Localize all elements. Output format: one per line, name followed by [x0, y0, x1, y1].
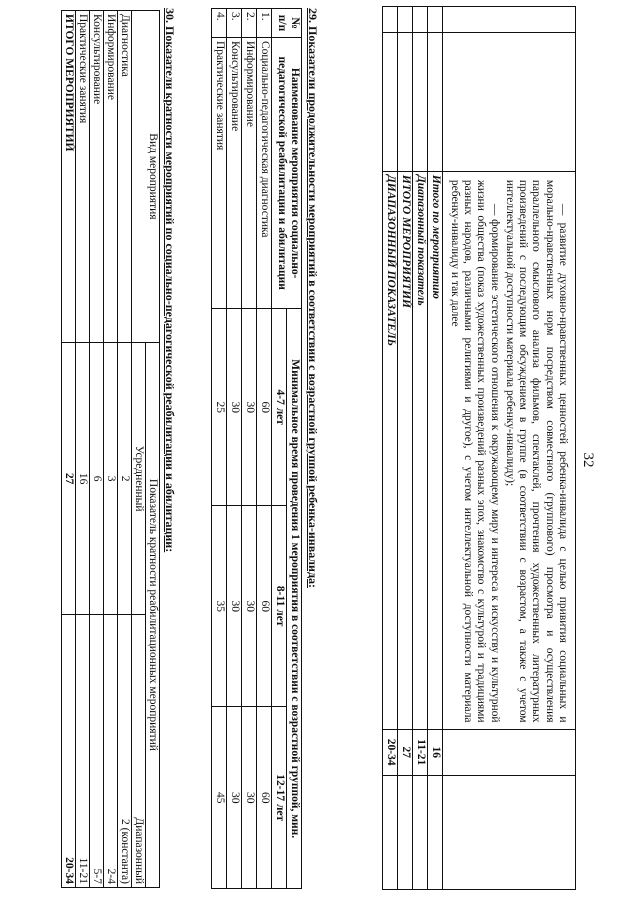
summary-label: Диапазонный показатель	[413, 171, 428, 729]
row-value: 60	[257, 707, 272, 889]
row-value: 30	[242, 505, 257, 706]
row-value: 30	[227, 707, 242, 889]
row-num: 2.	[242, 9, 257, 38]
table-row	[76, 11, 90, 888]
col-time-header: Минимальное время проведения 1 мероприятия в соответствии с возрастной группой, мин.	[287, 309, 302, 889]
summary-label: ИТОГО МЕРОПРИЯТИЙ	[398, 171, 413, 729]
row-avg: 2	[118, 342, 132, 615]
summary-label: Итого по мероприятию	[428, 171, 443, 729]
row-range: 2 (константа)	[118, 615, 132, 888]
row-name: Социально-педагогическая диагностика	[257, 37, 272, 308]
age-header: 12-17 лет	[272, 707, 287, 889]
section-29-title: 29. Показатели продолжительности мероприятий в соответствии с возрастной группой ребенка-инвалида:	[306, 8, 320, 589]
age-header: 4-7 лет	[272, 309, 287, 506]
row-range: 11-21	[76, 615, 90, 888]
row-value: 30	[227, 505, 242, 706]
continuation-table	[382, 6, 576, 890]
summary-row	[413, 7, 428, 890]
row-name: Информирование	[242, 37, 257, 308]
table-row	[242, 9, 257, 889]
bullet-item: — развитие духовно-нравственных ценностей ребенка-инвалида с целью привития социальных и морально-нравственных норм посредством совместного (группового) просмотра и осуществления параллельного смыслового анализа фильмов, спектаклей, прочтения художественных литературных произведений с последующим обсуждением в группе (в соответствии с возрастом, а также с учетом интеллектуальной доступности материала ребенку-инвалиду);	[503, 179, 569, 723]
row-name: Консультирование	[227, 37, 242, 308]
total-row	[62, 11, 76, 888]
row-avg: 16	[76, 342, 90, 615]
total-avg: 27	[62, 342, 76, 615]
row-name: Практические занятия	[212, 37, 227, 308]
row-range: 5-7	[90, 615, 104, 888]
row-num: 4.	[212, 9, 227, 38]
duration-table	[211, 8, 302, 889]
row-value: 30	[242, 309, 257, 506]
table-row	[90, 11, 104, 888]
row-avg: 3	[104, 342, 118, 615]
summary-row	[428, 7, 443, 890]
row-value: 60	[257, 309, 272, 506]
row-avg: 6	[90, 342, 104, 615]
row-value: 35	[212, 505, 227, 706]
row-num: 3.	[227, 9, 242, 38]
summary-value: 20-34	[383, 729, 398, 775]
bullet-cell	[443, 171, 576, 729]
table-row	[212, 9, 227, 889]
total-kind: ИТОГО МЕРОПРИЯТИЙ	[62, 11, 76, 343]
summary-value: 11-21	[413, 729, 428, 775]
row-value: 30	[242, 707, 257, 889]
row-value: 60	[257, 505, 272, 706]
summary-value: 27	[398, 729, 413, 775]
section-30-title: 30. Показатели кратности мероприятий по социально-педагогической реабилитации и абилитации:	[163, 8, 177, 553]
row-kind: Диагностика	[118, 11, 132, 343]
summary-label: ДИАПАЗОННЫЙ ПОКАЗАТЕЛЬ	[383, 171, 398, 729]
row-kind: Консультирование	[90, 11, 104, 343]
age-header: 8-11 лет	[272, 505, 287, 706]
table-row	[257, 9, 272, 889]
row-range: 2-4	[104, 615, 118, 888]
col-avg-header: Усредненный	[132, 342, 146, 615]
col-name-header: Наименование мероприятия социально-педагогической реабилитации и абилитации	[272, 37, 302, 308]
row-num: 1.	[257, 9, 272, 38]
table-row	[104, 11, 118, 888]
row-kind: Практические занятия	[76, 11, 90, 343]
page-number: 32	[580, 452, 596, 468]
col-range-header: Диапазонный	[132, 615, 146, 888]
table-row	[118, 11, 132, 888]
summary-row	[383, 7, 398, 890]
col-group-header: Показатель кратности реабилитационных мероприятий	[146, 342, 160, 887]
frequency-table	[61, 10, 160, 888]
row-value: 30	[227, 309, 242, 506]
total-range: 20-34	[62, 615, 76, 888]
col-num-header: № п/п	[272, 9, 302, 38]
table-row	[227, 9, 242, 889]
row-value: 45	[212, 707, 227, 889]
col-kind-header: Вид мероприятия	[132, 11, 160, 343]
summary-value: 16	[428, 729, 443, 775]
row-kind: Информирование	[104, 11, 118, 343]
summary-row	[398, 7, 413, 890]
row-value: 25	[212, 309, 227, 506]
bullet-item: — формирование эстетического отношения к окружающему миру и интереса к искусству и культурной жизни общества (показ художественных произведений разных эпох, знакомство с культурой и традициями разных народов, различными религиями и другое), с учетом интеллектуальной доступности материала ребенку-инвалиду и так далее	[448, 179, 501, 723]
